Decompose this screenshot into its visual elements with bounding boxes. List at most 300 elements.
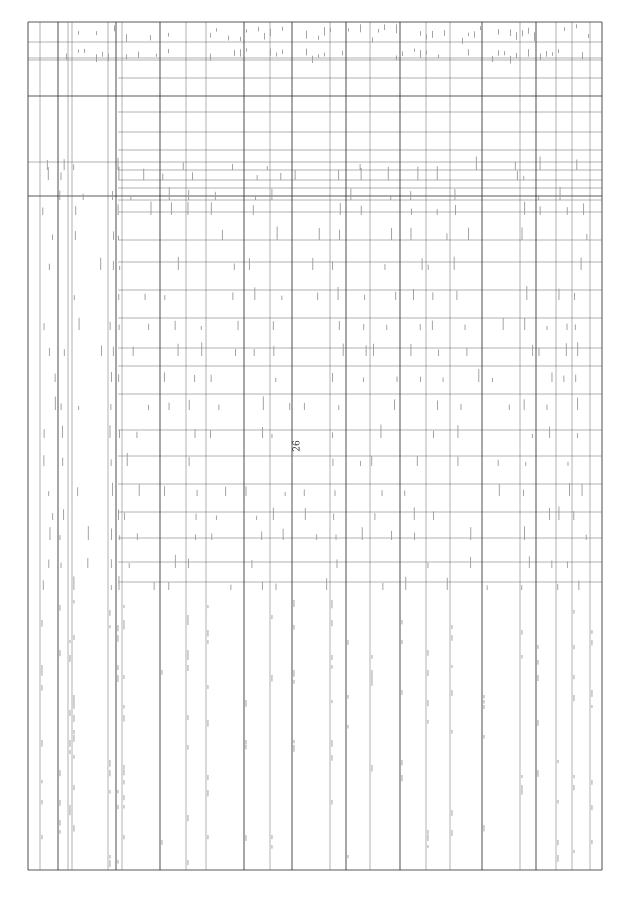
cell-text-mark [113, 261, 114, 270]
cell-text-mark [59, 535, 60, 540]
cell-text-mark [432, 292, 433, 300]
row-label-mark [452, 625, 453, 629]
cell-text-mark [523, 176, 524, 180]
row-label-mark [538, 645, 539, 649]
cell-text-mark [127, 453, 128, 466]
header-text-mark [210, 54, 211, 61]
header-text-mark [414, 49, 415, 52]
row-label-mark [452, 665, 453, 668]
cell-text-mark [468, 228, 469, 240]
cell-text-mark [417, 167, 418, 180]
header-text-mark [114, 25, 115, 31]
header-text-mark [324, 27, 325, 35]
header-text-mark [528, 28, 529, 34]
header-text-mark [468, 33, 469, 37]
row-label-mark [558, 800, 559, 804]
header-text-mark [138, 52, 139, 58]
header-text-mark [534, 32, 535, 41]
cell-text-mark [234, 263, 235, 270]
cell-text-mark [420, 377, 421, 382]
cell-text-mark [433, 511, 434, 520]
cell-text-mark [454, 257, 455, 270]
cell-text-mark [232, 164, 233, 170]
cell-text-mark [457, 457, 458, 466]
row-label-mark [592, 705, 593, 708]
row-label-mark [208, 720, 209, 727]
cell-text-mark [113, 347, 114, 356]
cell-text-mark [43, 455, 44, 466]
cell-text-mark [515, 161, 516, 170]
cell-text-mark [48, 560, 49, 568]
cell-text-mark [164, 295, 165, 300]
row-label-mark [208, 630, 209, 637]
cell-text-mark [211, 534, 212, 540]
cell-text-mark [465, 325, 466, 330]
cell-text-mark [569, 483, 570, 496]
row-label-mark [60, 820, 61, 826]
row-label-mark [272, 615, 273, 619]
cell-text-mark [305, 508, 306, 520]
cell-text-mark [319, 228, 320, 240]
row-label-mark [574, 645, 575, 649]
cell-text-mark [522, 228, 523, 240]
cell-text-mark [73, 164, 74, 170]
cell-text-mark [61, 403, 62, 410]
cell-text-mark [151, 202, 152, 215]
row-label-mark [42, 740, 43, 747]
header-text-mark [438, 54, 439, 58]
cell-text-mark [110, 425, 111, 438]
cell-text-mark [567, 324, 568, 330]
cell-text-mark [111, 372, 112, 382]
header-text-mark [240, 49, 241, 56]
row-label-mark [592, 640, 593, 645]
cell-text-mark [119, 324, 120, 330]
cell-text-mark [111, 459, 112, 466]
cell-text-mark [340, 203, 341, 215]
row-label-mark [74, 755, 75, 759]
row-label-mark [42, 685, 43, 690]
cell-text-mark [560, 187, 561, 200]
header-text-mark [522, 30, 523, 36]
cell-text-mark [586, 234, 587, 240]
row-label-mark [162, 670, 163, 675]
cell-text-mark [113, 231, 114, 240]
cell-text-mark [332, 432, 333, 438]
cell-text-mark [101, 345, 102, 356]
row-label-mark [592, 690, 593, 697]
cell-text-mark [195, 534, 196, 540]
cell-text-mark [276, 584, 277, 590]
cell-text-mark [178, 257, 179, 270]
cell-text-mark [492, 378, 493, 382]
cell-text-mark [478, 369, 479, 382]
cell-text-mark [49, 264, 50, 270]
cell-text-mark [374, 513, 375, 520]
cell-text-mark [381, 425, 382, 438]
row-label-mark [428, 650, 429, 656]
row-label-mark [124, 805, 125, 808]
header-text-mark [564, 27, 565, 31]
header-text-mark [126, 54, 127, 59]
row-label-mark [332, 620, 333, 626]
row-label-mark [484, 695, 485, 698]
cell-text-mark [577, 342, 578, 356]
row-label-mark [70, 750, 71, 754]
cell-text-mark [256, 516, 257, 520]
row-label-mark [42, 620, 43, 627]
header-text-mark [324, 53, 325, 57]
cell-text-mark [391, 228, 392, 240]
row-label-mark [124, 765, 125, 770]
header-text-mark [318, 36, 319, 40]
row-label-mark [428, 835, 429, 841]
row-label-mark [372, 675, 373, 680]
cell-text-mark [162, 174, 163, 180]
cell-text-mark [75, 206, 76, 215]
cell-text-mark [148, 324, 149, 330]
cell-text-mark [175, 555, 176, 568]
header-text-mark [282, 27, 283, 31]
row-label-mark [522, 630, 523, 635]
header-text-mark [246, 29, 247, 32]
cell-text-mark [503, 318, 504, 330]
cell-text-mark [397, 377, 398, 382]
row-label-mark [70, 640, 71, 643]
cell-text-mark [62, 458, 63, 466]
cell-text-mark [385, 264, 386, 270]
row-label-mark [110, 770, 111, 776]
row-label-mark [74, 735, 75, 742]
row-label-mark [74, 785, 75, 790]
row-label-mark [124, 780, 125, 784]
cell-text-mark [52, 513, 53, 520]
row-label-mark [574, 785, 575, 790]
cell-text-mark [586, 535, 587, 540]
row-label-mark [402, 690, 403, 695]
header-text-mark [426, 51, 427, 55]
cell-text-mark [363, 324, 364, 330]
row-label-mark [42, 665, 43, 670]
cell-text-mark [118, 167, 119, 180]
cell-text-mark [410, 344, 411, 356]
cell-text-mark [183, 163, 184, 170]
cell-text-mark [100, 258, 101, 270]
cell-text-mark [283, 529, 284, 540]
cell-text-mark [405, 577, 406, 590]
cell-text-mark [111, 585, 112, 590]
cell-text-mark [420, 324, 421, 330]
cell-text-mark [411, 228, 412, 240]
cell-text-mark [119, 266, 120, 270]
cell-text-mark [563, 376, 564, 382]
header-text-mark [342, 51, 343, 56]
cell-text-mark [42, 207, 43, 215]
row-label-mark [188, 860, 189, 865]
cell-text-mark [447, 233, 448, 240]
header-text-mark [312, 56, 313, 63]
cell-text-mark [61, 172, 62, 180]
cell-text-mark [118, 509, 119, 520]
row-label-mark [348, 695, 349, 699]
row-label-mark [402, 760, 403, 766]
cell-text-mark [404, 490, 405, 496]
cell-text-mark [255, 195, 256, 200]
cell-text-mark [143, 169, 144, 180]
cell-text-mark [498, 460, 499, 466]
header-text-mark [246, 48, 247, 51]
header-text-mark [96, 31, 97, 35]
header-text-mark [498, 50, 499, 56]
cell-text-mark [211, 202, 212, 215]
cell-text-mark [362, 527, 363, 540]
row-label-mark [246, 700, 247, 707]
header-text-mark [402, 51, 403, 56]
cell-text-mark [196, 514, 197, 520]
row-label-mark [428, 700, 429, 706]
row-label-mark [124, 795, 125, 800]
header-text-mark [480, 26, 481, 30]
row-label-mark [246, 835, 247, 841]
cell-text-mark [169, 187, 170, 200]
cell-text-mark [119, 576, 120, 590]
cell-text-mark [111, 559, 112, 568]
row-label-mark [246, 740, 247, 744]
cell-text-mark [254, 287, 255, 300]
cell-text-mark [552, 373, 553, 382]
row-label-mark [70, 710, 71, 716]
cell-text-mark [576, 160, 577, 170]
cell-text-mark [343, 344, 344, 356]
cell-text-mark [487, 585, 488, 590]
row-label-mark [110, 855, 111, 859]
cell-text-mark [540, 157, 541, 170]
cell-text-mark [521, 585, 522, 590]
cell-text-mark [44, 429, 45, 438]
cell-text-mark [55, 397, 56, 410]
header-text-mark [78, 49, 79, 52]
row-label-mark [70, 655, 71, 662]
cell-text-mark [49, 348, 50, 356]
cell-text-mark [529, 556, 530, 568]
cell-text-mark [432, 321, 433, 330]
cell-text-mark [304, 490, 305, 496]
row-label-mark [124, 770, 125, 775]
row-label-mark [332, 605, 333, 608]
header-text-mark [228, 36, 229, 41]
cell-text-mark [230, 585, 231, 590]
row-label-mark [124, 715, 125, 722]
cell-text-mark [273, 321, 274, 330]
cell-text-mark [137, 432, 138, 438]
cell-text-mark [246, 487, 247, 496]
cell-text-mark [316, 534, 317, 540]
cell-text-mark [139, 485, 140, 496]
cell-text-mark [524, 318, 525, 330]
cell-text-mark [195, 429, 196, 438]
cell-text-mark [188, 202, 189, 215]
header-text-mark [420, 50, 421, 58]
row-label-mark [188, 745, 189, 750]
cell-text-mark [443, 378, 444, 382]
cell-text-mark [52, 234, 53, 240]
row-label-mark [332, 755, 333, 761]
row-label-mark [452, 635, 453, 641]
cell-text-mark [211, 375, 212, 382]
header-text-mark [588, 34, 589, 38]
row-label-mark [110, 625, 111, 628]
row-label-mark [208, 605, 209, 608]
cell-text-mark [271, 189, 272, 200]
cell-text-mark [312, 258, 313, 270]
cell-text-mark [557, 584, 558, 590]
row-label-mark [188, 615, 189, 620]
cell-text-mark [428, 563, 429, 568]
row-label-mark [42, 835, 43, 839]
row-label-mark [484, 705, 485, 709]
cell-text-mark [317, 293, 318, 300]
row-label-mark [246, 745, 247, 749]
cell-text-mark [192, 172, 193, 180]
cell-text-mark [272, 434, 273, 438]
header-text-mark [168, 49, 169, 53]
cell-text-mark [119, 430, 120, 438]
page-number: 26 [292, 440, 303, 452]
row-label-mark [124, 835, 125, 839]
row-label-mark [272, 845, 273, 849]
cell-text-mark [64, 159, 65, 170]
cell-text-mark [118, 204, 119, 215]
row-label-mark [162, 840, 163, 845]
cell-text-mark [391, 531, 392, 540]
header-text-mark [492, 56, 493, 62]
cell-text-mark [476, 156, 477, 170]
header-text-mark [384, 24, 385, 30]
header-text-mark [84, 49, 85, 53]
cell-text-mark [583, 203, 584, 215]
header-text-mark [540, 54, 541, 61]
cell-text-mark [361, 168, 362, 180]
cell-text-mark [225, 487, 226, 496]
cell-text-mark [78, 406, 79, 410]
cell-text-mark [577, 398, 578, 410]
header-text-mark [528, 49, 529, 56]
cell-text-mark [574, 293, 575, 300]
cell-text-mark [373, 344, 374, 356]
cell-text-mark [110, 322, 111, 330]
cell-text-mark [499, 484, 500, 496]
cell-text-mark [124, 513, 125, 520]
cell-text-mark [257, 175, 258, 180]
row-label-mark [452, 830, 453, 836]
cell-text-mark [277, 227, 278, 240]
cell-text-mark [77, 487, 78, 496]
row-label-mark [574, 695, 575, 701]
cell-text-mark [164, 486, 165, 496]
row-label-mark [372, 655, 373, 659]
cell-text-mark [549, 508, 550, 520]
cell-text-mark [539, 348, 540, 356]
cell-text-mark [361, 206, 362, 215]
header-text-mark [234, 50, 235, 56]
cell-text-mark [189, 400, 190, 410]
row-label-mark [402, 640, 403, 644]
header-text-mark [444, 30, 445, 36]
row-label-mark [402, 775, 403, 781]
cell-text-mark [188, 559, 189, 568]
cell-text-mark [573, 511, 574, 520]
cell-text-mark [410, 191, 411, 200]
cell-text-mark [47, 160, 48, 170]
header-text-mark [258, 27, 259, 31]
cell-text-mark [338, 405, 339, 410]
cell-text-mark [395, 292, 396, 300]
header-text-mark [420, 31, 421, 36]
row-label-mark [118, 625, 119, 631]
cell-text-mark [575, 324, 576, 330]
cell-text-mark [339, 230, 340, 240]
row-label-mark [60, 830, 61, 834]
header-text-mark [498, 29, 499, 35]
cell-text-mark [447, 578, 448, 590]
cell-text-mark [145, 294, 146, 300]
cell-text-mark [295, 170, 296, 180]
row-label-mark [294, 625, 295, 630]
row-label-mark [272, 835, 273, 839]
row-label-mark [428, 845, 429, 848]
header-text-mark [210, 33, 211, 38]
header-text-mark [126, 34, 127, 42]
cell-text-mark [75, 231, 76, 240]
cell-text-mark [59, 190, 60, 200]
row-label-mark [294, 600, 295, 607]
cell-text-mark [339, 321, 340, 330]
cell-text-mark [360, 461, 361, 466]
header-text-mark [378, 29, 379, 33]
cell-text-mark [262, 581, 263, 590]
cell-text-mark [437, 166, 438, 180]
cell-text-mark [411, 208, 412, 215]
cell-text-mark [551, 560, 552, 568]
row-label-mark [118, 635, 119, 642]
cell-text-mark [470, 527, 471, 540]
row-label-mark [188, 715, 189, 720]
header-text-mark [240, 37, 241, 41]
cell-text-mark [524, 526, 525, 540]
cell-text-mark [524, 202, 525, 215]
header-text-mark [582, 52, 583, 59]
row-label-mark [574, 775, 575, 778]
cell-text-mark [326, 578, 327, 590]
row-label-mark [42, 670, 43, 676]
header-text-mark [270, 29, 271, 36]
cell-text-mark [433, 431, 434, 438]
cell-text-mark [532, 434, 533, 438]
header-text-mark [510, 56, 511, 64]
header-text-mark [168, 33, 169, 37]
header-text-mark [306, 31, 307, 39]
row-label-mark [574, 850, 575, 853]
cell-text-mark [470, 557, 471, 568]
row-label-mark [428, 830, 429, 835]
cell-text-mark [238, 321, 239, 330]
cell-text-mark [577, 433, 578, 438]
row-label-mark [428, 670, 429, 676]
row-label-mark [538, 770, 539, 777]
header-text-mark [330, 28, 331, 32]
row-label-mark [348, 855, 349, 858]
cell-text-mark [44, 323, 45, 330]
